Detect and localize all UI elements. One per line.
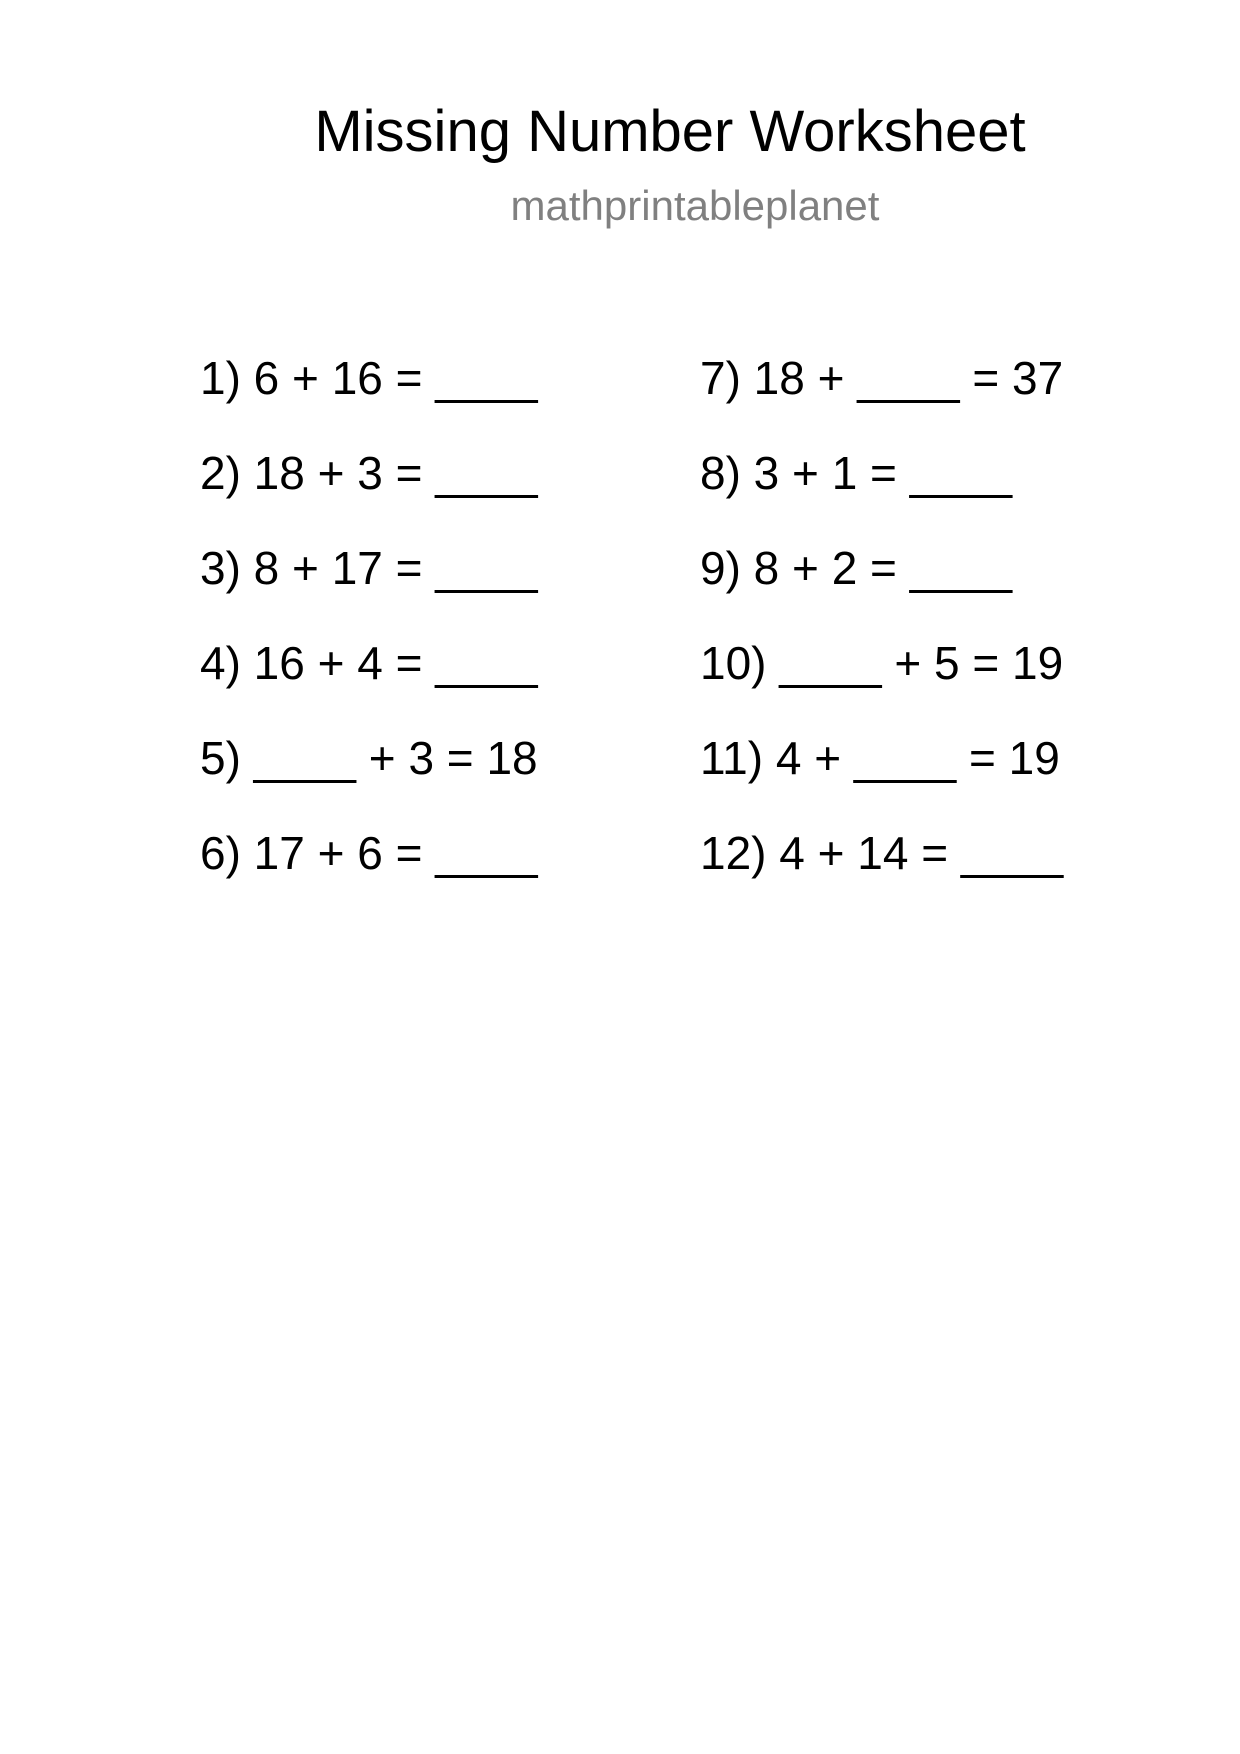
- problem-4: 4) 16 + 4 = ____: [200, 637, 538, 689]
- problem-7: 7) 18 + ____ = 37: [700, 352, 1064, 404]
- problem-1: 1) 6 + 16 = ____: [200, 352, 538, 404]
- worksheet-title: Missing Number Worksheet: [314, 99, 1026, 164]
- problem-12: 12) 4 + 14 = ____: [700, 827, 1064, 879]
- problem-11: 11) 4 + ____ = 19: [700, 732, 1060, 784]
- problem-8: 8) 3 + 1 = ____: [700, 447, 1013, 499]
- problem-5: 5) ____ + 3 = 18: [200, 732, 538, 784]
- problem-10: 10) ____ + 5 = 19: [700, 637, 1064, 689]
- problems-right-column: [700, 350, 1220, 920]
- problem-9: 9) 8 + 2 = ____: [700, 542, 1013, 594]
- problem-2: 2) 18 + 3 = ____: [200, 447, 538, 499]
- worksheet-subtitle: mathprintableplanet: [510, 182, 880, 229]
- problem-6: 6) 17 + 6 = ____: [200, 827, 538, 879]
- problem-3: 3) 8 + 17 = ____: [200, 542, 538, 594]
- problems-left-column: [200, 350, 720, 920]
